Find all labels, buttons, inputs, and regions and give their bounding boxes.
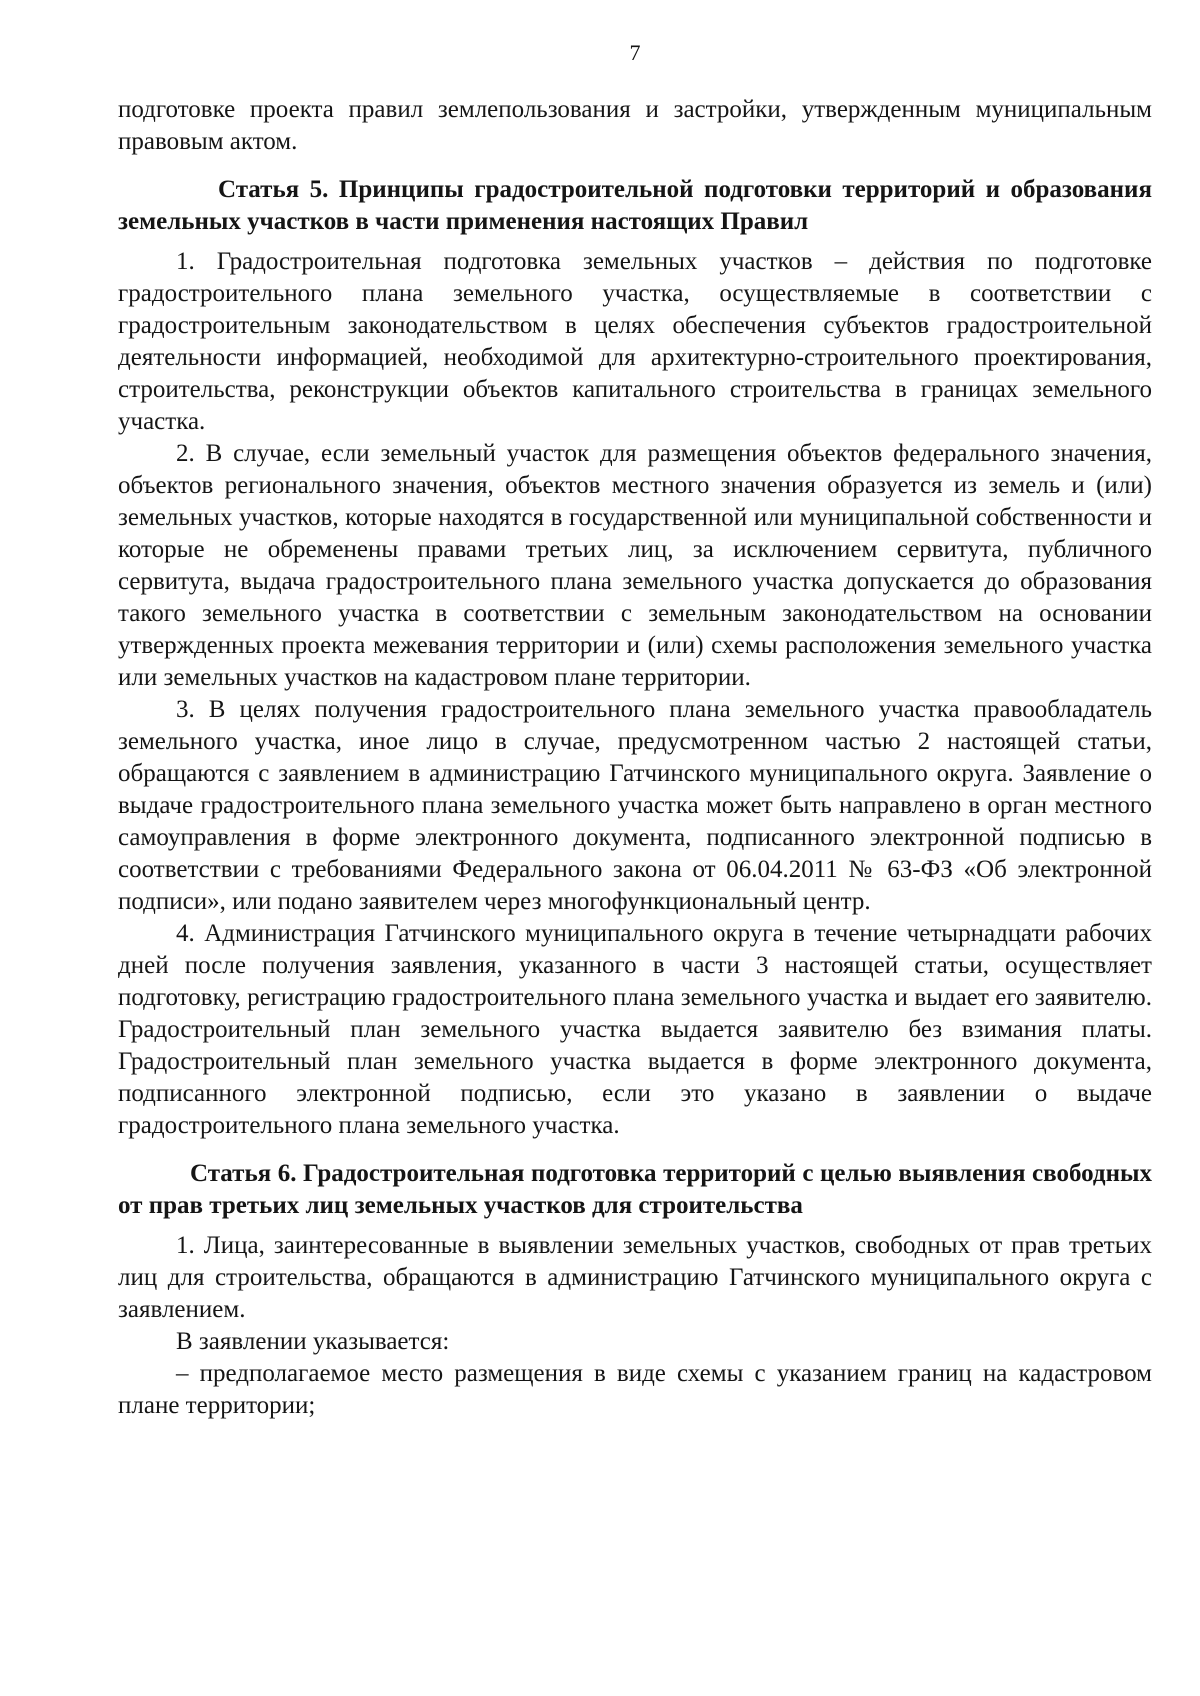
article-6-heading: Статья 6. Градостроительная подготовка территорий с целью выявления свободных от прав третьих лиц земельных участков для строительства (118, 1160, 1152, 1219)
article-6-paragraph-2: В заявлении указывается: (176, 1328, 450, 1355)
article-5-paragraph-3: 3. В целях получения градостроительного плана земельного участка правообладатель земельного участка, иное лицо в случае, предусмотренном частью 2 настоящей статьи, обращаются с заявлением в администрацию Гатчинского муниципального округа. Заявление о выдаче градостроительного плана земельного участка может быть направлено в орган местного самоуправления в форме электронного документа, подписанного электронной подписью в соответствии с требованиями Федерального закона от 06.04.2011 № 63-ФЗ «Об электронной подписи», или подано заявителем через многофункциональный центр. (118, 696, 1152, 915)
article-5-paragraph-2: 2. В случае, если земельный участок для размещения объектов федерального значения, объектов регионального значения, объектов местного значения образуется из земель и (или) земельных участков, которые находятся в государственной или муниципальной собственности и которые не обременены правами третьих лиц, за исключением сервитута, публичного сервитута, выдача градостроительного плана земельного участка допускается до образования такого земельного участка в соответствии с земельным законодательством на основании утвержденных проекта межевания территории и (или) схемы расположения земельного участка или земельных участков на кадастровом плане территории. (118, 440, 1152, 691)
article-5-heading: Статья 5. Принципы градостроительной подготовки территорий и образования земельных участков в части применения настоящих Правил (118, 176, 1152, 235)
article-5-paragraph-1: 1. Градостроительная подготовка земельных участков – действия по подготовке градостроительного плана земельного участка, осуществляемые в соответствии с градостроительным законодательством в целях обеспечения субъектов градостроительной деятельности информацией, необходимой для архитектурно-строительного проектирования, строительства, реконструкции объектов капитального строительства в границах земельного участка. (118, 248, 1152, 435)
intro-paragraph: подготовке проекта правил землепользования и застройки, утвержденным муниципальным правовым актом. (118, 96, 1152, 155)
article-6-list-item-1: – предполагаемое место размещения в виде схемы с указанием границ на кадастровом плане территории; (118, 1360, 1152, 1419)
article-5-paragraph-4: 4. Администрация Гатчинского муниципального округа в течение четырнадцати рабочих дней после получения заявления, указанного в части 3 настоящей статьи, осуществляет подготовку, регистрацию градостроительного плана земельного участка и выдает его заявителю. Градостроительный план земельного участка выдается заявителю без взимания платы. Градостроительный план земельного участка выдается в форме электронного документа, подписанного электронной подписью, если это указано в заявлении о выдаче градостроительного плана земельного участка. (118, 920, 1152, 1139)
article-6-paragraph-1: 1. Лица, заинтересованные в выявлении земельных участков, свободных от прав третьих лиц для строительства, обращаются в администрацию Гатчинского муниципального округа с заявлением. (118, 1232, 1152, 1323)
page-number: 7 (629, 40, 641, 65)
